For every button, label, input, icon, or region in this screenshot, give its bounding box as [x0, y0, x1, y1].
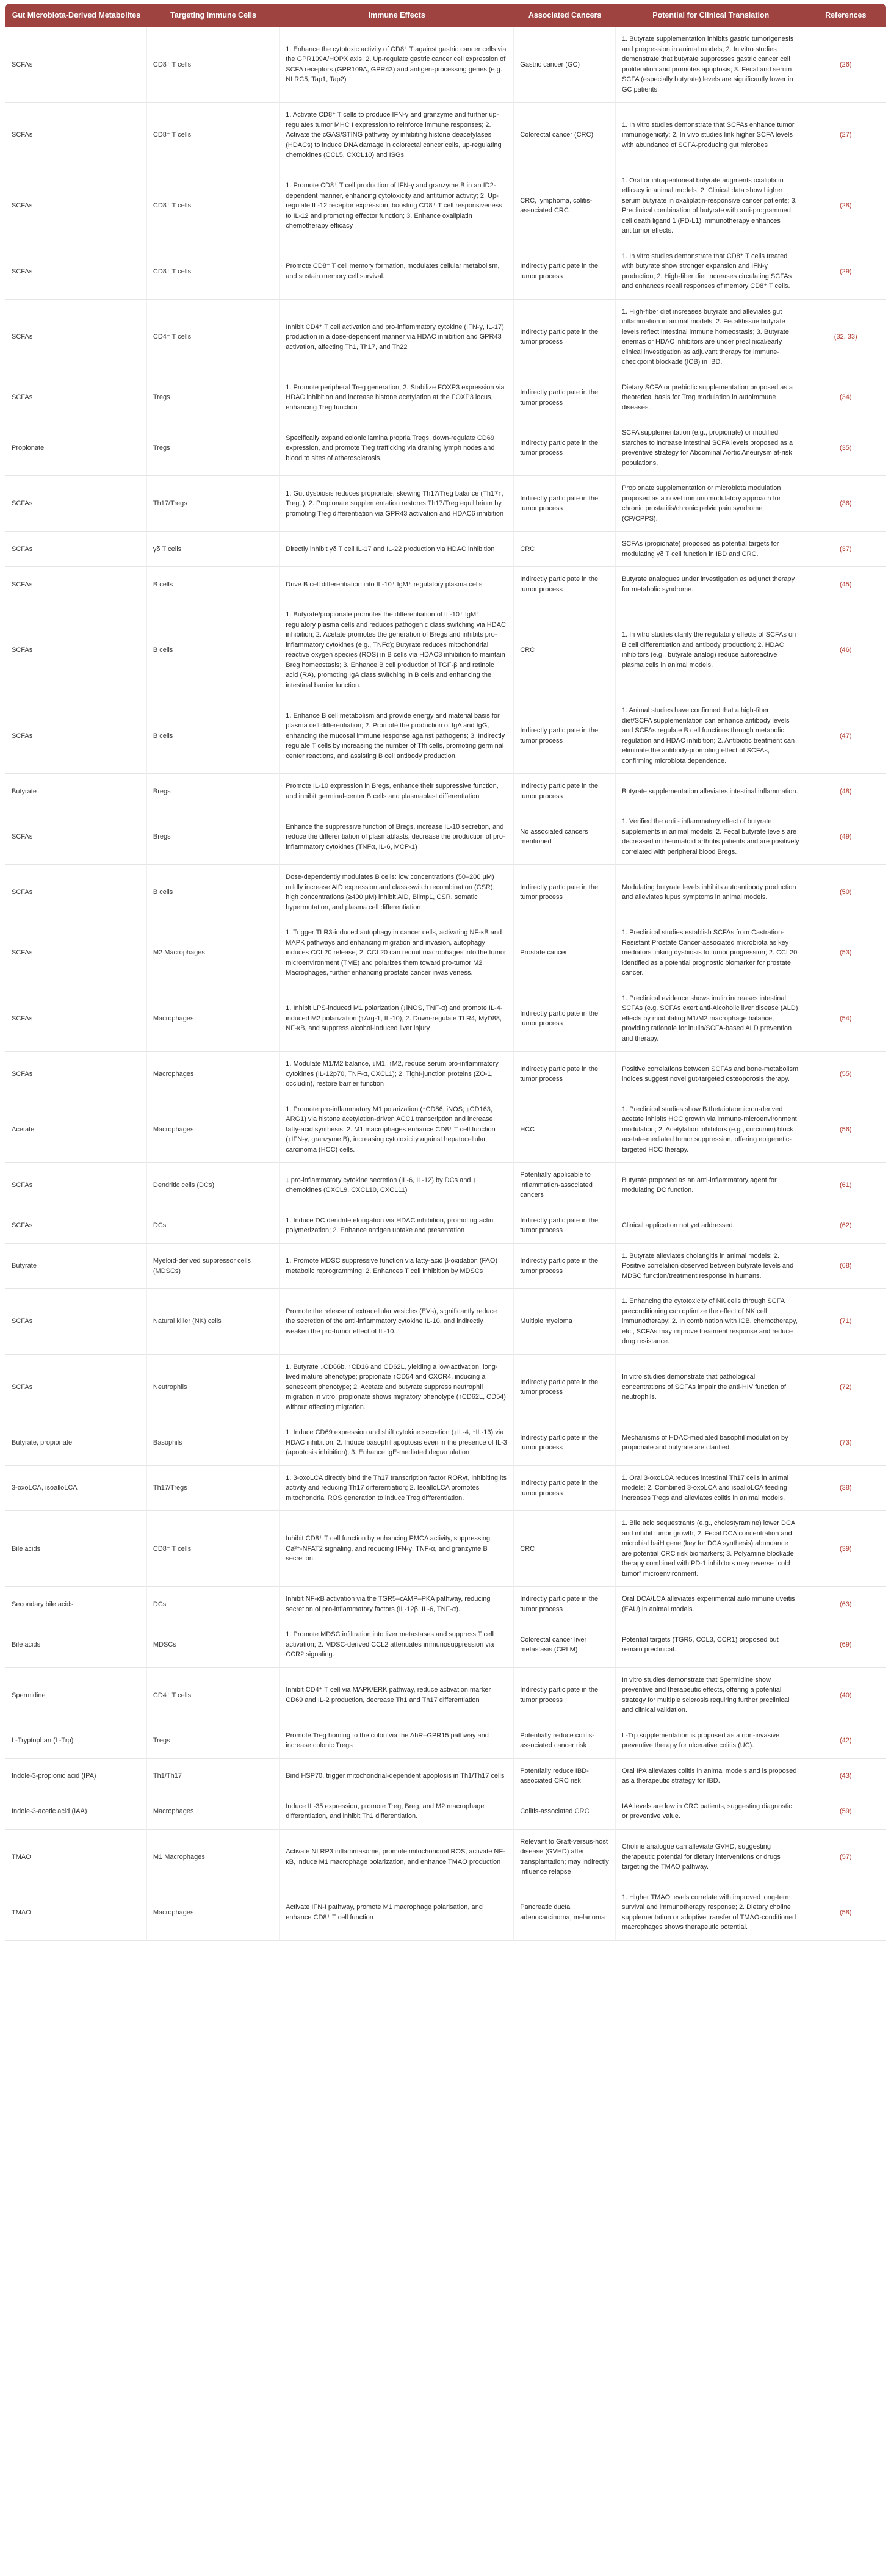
cell-effects: 1. Induce CD69 expression and shift cytokine secretion (↓IL-4, ↑IL-13) via HDAC inhibition; 2. Induce basophil apoptosis even in the presence of IL-3 (apoptosis inhibition); 3. Enhance IgE-mediated degranulation: [280, 1420, 514, 1466]
column-header-cells: Targeting Immune Cells: [147, 4, 280, 27]
cell-potential: 1. Oral or intraperitoneal butyrate augments oxaliplatin efficacy in animal models; 2. Clinical data show higher serum butyrate in oxaliplatin-responsive cancer patients; 3. Preclinical combination of butyrate with anti-programmed cell death ligand 1 (PD-L1) immunotherapy enhances antitumor effects.: [616, 168, 806, 244]
table-row: [5, 602, 886, 698]
cell-potential: Oral DCA/LCA alleviates experimental autoimmune uveitis (EAU) in animal models.: [616, 1587, 806, 1622]
cell-cancers: Indirectly participate in the tumor process: [514, 375, 616, 421]
cell-metabolite: Secondary bile acids: [5, 1587, 147, 1622]
cell-cancers: Indirectly participate in the tumor process: [514, 1355, 616, 1421]
cell-cells: Myeloid-derived suppressor cells (MDSCs): [147, 1244, 280, 1290]
reference-link[interactable]: (56): [839, 1125, 852, 1133]
cell-cancers: Indirectly participate in the tumor process: [514, 1208, 616, 1244]
cell-cancers: Indirectly participate in the tumor process: [514, 986, 616, 1052]
cell-ref: [806, 1511, 886, 1587]
cell-metabolite: SCFAs: [5, 1163, 147, 1208]
cell-potential: Positive correlations between SCFAs and bone-metabolism indices suggest novel gut-targeted osteoporosis therapy.: [616, 1052, 806, 1097]
table-row: [5, 1355, 886, 1421]
reference-link[interactable]: (49): [839, 833, 852, 840]
cell-effects: 1. Induce DC dendrite elongation via HDAC inhibition, promoting actin polymerization; 2. Enhance antigen uptake and presentation: [280, 1208, 514, 1244]
cell-cells: CD8⁺ T cells: [147, 1511, 280, 1587]
table-row: [5, 476, 886, 532]
cell-cancers: Indirectly participate in the tumor process: [514, 1466, 616, 1512]
cell-cells: B cells: [147, 567, 280, 602]
cell-effects: Promote the release of extracellular vesicles (EVs), significantly reduce the secretion of the anti-inflammatory cytokine IL-10, and indirectly weaken the pro-tumor effect of IL-10.: [280, 1289, 514, 1355]
cell-effects: Promote CD8⁺ T cell memory formation, modulates cellular metabolism, and sustain memory cell survival.: [280, 244, 514, 300]
cell-effects: Inhibit CD4⁺ T cell activation and pro-inflammatory cytokine (IFN-γ, IL-17) production in a dose-dependent manner via HDAC inhibition and GPR43 activation, affecting Th1, Th17, and Th22: [280, 300, 514, 375]
cell-metabolite: SCFAs: [5, 698, 147, 774]
cell-cells: Macrophages: [147, 1794, 280, 1830]
cell-cells: Neutrophils: [147, 1355, 280, 1421]
reference-link[interactable]: (39): [839, 1545, 852, 1553]
cell-effects: Enhance the suppressive function of Bregs, increase IL-10 secretion, and reduce the differentiation of plasmablasts, decrease the production of pro-inflammatory cytokines (TNFα, IL-6, MCP-1): [280, 809, 514, 865]
cell-cells: Bregs: [147, 809, 280, 865]
cell-effects: 1. Enhance B cell metabolism and provide energy and material basis for plasma cell differentiation; 2. Promote the production of IgA and IgG, enhancing the mucosal immune response against pathogens; 3. Indirectly regulate T cells by increasing the number of Tfh cells, promoting germinal center reactions, and assisting B cell antibody production.: [280, 698, 514, 774]
cell-metabolite: Butyrate: [5, 774, 147, 809]
cell-potential: Choline analogue can alleviate GVHD, suggesting therapeutic potential for dietary interventions or drugs targeting the TMAO pathway.: [616, 1830, 806, 1885]
cell-ref: [806, 774, 886, 809]
cell-cancers: Indirectly participate in the tumor process: [514, 774, 616, 809]
reference-link[interactable]: (55): [839, 1070, 852, 1078]
cell-potential: 1. In vitro studies clarify the regulatory effects of SCFAs on B cell differentiation and antibody production; 2. HDAC inhibitors (e.g., butyrate analog) reduce autoreactive plasma cells in animal models.: [616, 602, 806, 698]
cell-cells: Th1/Th17: [147, 1759, 280, 1794]
table-row: [5, 986, 886, 1052]
table-row: [5, 1163, 886, 1208]
reference-link[interactable]: (63): [839, 1600, 852, 1608]
cell-cells: Macrophages: [147, 1052, 280, 1097]
reference-link[interactable]: (47): [839, 732, 852, 740]
reference-link[interactable]: (43): [839, 1772, 852, 1780]
reference-link[interactable]: (40): [839, 1691, 852, 1699]
cell-cancers: Potentially applicable to inflammation-associated cancers: [514, 1163, 616, 1208]
cell-cells: Tregs: [147, 1723, 280, 1759]
cell-effects: 1. Inhibit LPS-induced M1 polarization (↓iNOS, TNF-α) and promote IL-4-induced M2 polarization (↑Arg-1, IL-10); 2. Down-regulate TLR4, MyD88, NF-κB, and suppress alcohol-induced liver injury: [280, 986, 514, 1052]
cell-potential: 1. Enhancing the cytotoxicity of NK cells through SCFA preconditioning can optimize the effect of NK cell immunotherapy; 2. In combination with ICB, chemotherapy, etc., SCFAs may improve treatment response and reduce drug resistance.: [616, 1289, 806, 1355]
cell-potential: Clinical application not yet addressed.: [616, 1208, 806, 1244]
cell-effects: Dose-dependently modulates B cells: low concentrations (50–200 μM) mildly increase AID expression and class-switch recombination (CSR); high concentrations (≥400 μM) inhibit AID, Blimp1, CSR, somatic hypermutation, and plasma cell differentiation: [280, 865, 514, 920]
cell-cancers: Potentially reduce IBD-associated CRC risk: [514, 1759, 616, 1794]
reference-link[interactable]: (28): [839, 202, 852, 209]
reference-link[interactable]: (46): [839, 646, 852, 654]
table-row: [5, 1885, 886, 1941]
cell-potential: Butyrate supplementation alleviates intestinal inflammation.: [616, 774, 806, 809]
table-row: [5, 375, 886, 421]
cell-potential: IAA levels are low in CRC patients, suggesting diagnostic or preventive value.: [616, 1794, 806, 1830]
reference-link[interactable]: (58): [839, 1908, 852, 1916]
cell-ref: [806, 1668, 886, 1723]
cell-ref: [806, 1622, 886, 1668]
cell-cancers: Indirectly participate in the tumor process: [514, 300, 616, 375]
column-header-ref: References: [806, 4, 886, 27]
cell-metabolite: Indole-3-propionic acid (IPA): [5, 1759, 147, 1794]
cell-effects: Promote IL-10 expression in Bregs, enhance their suppressive function, and inhibit germinal-center B cells and plasmablast differentiation: [280, 774, 514, 809]
reference-link[interactable]: (48): [839, 787, 852, 795]
cell-ref: [806, 168, 886, 244]
table-row: [5, 698, 886, 774]
reference-link[interactable]: (68): [839, 1262, 852, 1270]
cell-potential: Butyrate proposed as an anti-inflammatory agent for modulating DC function.: [616, 1163, 806, 1208]
cell-ref: [806, 1587, 886, 1622]
table-row: [5, 1511, 886, 1587]
table-row: [5, 1208, 886, 1244]
cell-effects: 1. Trigger TLR3-induced autophagy in cancer cells, activating NF-κB and MAPK pathways and enhancing migration and invasion, autophagy induces CCL20 release; 2. CCL20 can recruit macrophages into the tumor microenvironment (TME) and polarizes them toward pro-tumor M2 Macrophages, further enhancing prostate cancer invasiveness.: [280, 920, 514, 986]
cell-potential: 1. In vitro studies demonstrate that SCFAs enhance tumor immunogenicity; 2. In vivo studies link higher SCFA levels with abundance of SCFA-producing gut microbes: [616, 103, 806, 168]
cell-potential: 1. Verified the anti - inflammatory effect of butyrate supplements in animal models; 2. Fecal butyrate levels are decreased in rheumatoid arthritis patients and are positively correlated with peripheral blood Bregs.: [616, 809, 806, 865]
cell-cancers: CRC, lymphoma, colitis-associated CRC: [514, 168, 616, 244]
cell-ref: [806, 1052, 886, 1097]
cell-metabolite: SCFAs: [5, 300, 147, 375]
table-row: [5, 532, 886, 567]
cell-metabolite: Butyrate: [5, 1244, 147, 1290]
cell-ref: [806, 1244, 886, 1290]
reference-link[interactable]: (29): [839, 267, 852, 275]
reference-link[interactable]: (61): [839, 1181, 852, 1189]
cell-metabolite: Bile acids: [5, 1622, 147, 1668]
table-row: [5, 300, 886, 375]
table-row: [5, 1622, 886, 1668]
reference-link[interactable]: (53): [839, 949, 852, 957]
cell-metabolite: SCFAs: [5, 602, 147, 698]
cell-cells: CD4⁺ T cells: [147, 300, 280, 375]
cell-ref: [806, 1289, 886, 1355]
cell-effects: 1. Promote pro-inflammatory M1 polarization (↑CD86, iNOS; ↓CD163, ARG1) via histone acetylation-driven ACC1 transcription and increase fatty-acid synthesis; 2. M1 macrophages enhance CD8⁺ T cell function (↑IFN-γ, granzyme B), increasing cytotoxicity against hepatocellular carcinoma (HCC) cells.: [280, 1097, 514, 1163]
cell-effects: Activate IFN-I pathway, promote M1 macrophage polarisation, and enhance CD8⁺ T cell function: [280, 1885, 514, 1941]
metabolites-table: [5, 4, 886, 1941]
column-header-cancers: Associated Cancers: [514, 4, 616, 27]
table-header-row: [5, 4, 886, 27]
column-header-metabolite: Gut Microbiota-Derived Metabolites: [5, 4, 147, 27]
cell-cells: Macrophages: [147, 986, 280, 1052]
cell-cancers: Colitis-associated CRC: [514, 1794, 616, 1830]
cell-cancers: Multiple myeloma: [514, 1289, 616, 1355]
reference-link[interactable]: (37): [839, 545, 852, 553]
cell-cancers: HCC: [514, 1097, 616, 1163]
table-row: [5, 809, 886, 865]
reference-link[interactable]: (72): [839, 1383, 852, 1391]
cell-cells: M2 Macrophages: [147, 920, 280, 986]
cell-cancers: Indirectly participate in the tumor process: [514, 1420, 616, 1466]
table-row: [5, 1668, 886, 1723]
cell-cancers: CRC: [514, 532, 616, 567]
cell-cancers: No associated cancers mentioned: [514, 809, 616, 865]
table-row: [5, 244, 886, 300]
cell-metabolite: Butyrate, propionate: [5, 1420, 147, 1466]
reference-link[interactable]: (62): [839, 1222, 852, 1229]
cell-cells: MDSCs: [147, 1622, 280, 1668]
cell-cancers: Indirectly participate in the tumor process: [514, 1587, 616, 1622]
table-row: [5, 1759, 886, 1794]
cell-effects: Promote Treg homing to the colon via the AhR–GPR15 pathway and increase colonic Tregs: [280, 1723, 514, 1759]
cell-cancers: Indirectly participate in the tumor process: [514, 698, 616, 774]
cell-ref: [806, 375, 886, 421]
cell-potential: L-Trp supplementation is proposed as a non-invasive preventive therapy for ulcerative colitis (UC).: [616, 1723, 806, 1759]
cell-effects: 1. Butyrate/propionate promotes the differentiation of IL-10⁺ IgM⁺ regulatory plasma cells and reduces pathogenic class switching via HDAC inhibition; 2. Acetate promotes the generation of Bregs and inhibits pro-inflammatory cytokines (e.g., TNFα); Butyrate reduces mitochondrial reactive oxygen species (ROS) in B cells via HDAC3 inhibition to maintain Breg homeostasis; 3. Enhance B cell production of TGF-β and retinoic acid (RA), promoting IgA class switching in B cells and enhancing the intestinal barrier function.: [280, 602, 514, 698]
cell-potential: 1. Higher TMAO levels correlate with improved long-term survival and immunotherapy response; 2. Dietary choline supplementation or adoptive transfer of TMAO-conditioned macrophages shows therapeutic potential.: [616, 1885, 806, 1941]
cell-metabolite: Bile acids: [5, 1511, 147, 1587]
table-row: [5, 567, 886, 602]
reference-link[interactable]: (50): [839, 889, 852, 896]
table-row: [5, 1097, 886, 1163]
table-row: [5, 865, 886, 920]
cell-ref: [806, 986, 886, 1052]
cell-ref: [806, 920, 886, 986]
cell-effects: Directly inhibit γδ T cell IL-17 and IL-22 production via HDAC inhibition: [280, 532, 514, 567]
cell-potential: 1. Preclinical studies show B.thetaiotaomicron-derived acetate inhibits HCC growth via immune-microenvironment modulation; 2. Acetylation inhibitors (e.g., curcumin) block acetate-mediated tumor suppression, offering epigenetic-targeted HCC therapy.: [616, 1097, 806, 1163]
cell-cancers: Indirectly participate in the tumor process: [514, 567, 616, 602]
cell-ref: [806, 1466, 886, 1512]
cell-metabolite: TMAO: [5, 1885, 147, 1941]
cell-ref: [806, 1885, 886, 1941]
reference-link[interactable]: (26): [839, 60, 852, 68]
cell-cells: Dendritic cells (DCs): [147, 1163, 280, 1208]
reference-link[interactable]: (45): [839, 580, 852, 588]
cell-potential: In vitro studies demonstrate that Spermidine show preventive and therapeutic effects, offering a potential strategy for multiple sclerosis requiring further preclinical and clinical validation.: [616, 1668, 806, 1723]
cell-cells: Natural killer (NK) cells: [147, 1289, 280, 1355]
cell-metabolite: SCFAs: [5, 27, 147, 103]
cell-cells: Th17/Tregs: [147, 1466, 280, 1512]
cell-ref: [806, 865, 886, 920]
cell-effects: 1. 3-oxoLCA directly bind the Th17 transcription factor RORγt, inhibiting its activity and reducing Th17 differentiation; 2. IsoalloLCA promotes mitochondrial ROS generation to induce Treg differentiation.: [280, 1466, 514, 1512]
table-head: [5, 4, 886, 27]
table-row: [5, 1830, 886, 1885]
cell-ref: [806, 567, 886, 602]
cell-cancers: Gastric cancer (GC): [514, 27, 616, 103]
cell-cells: CD8⁺ T cells: [147, 168, 280, 244]
cell-effects: 1. Gut dysbiosis reduces propionate, skewing Th17/Treg balance (Th17↑, Treg↓); 2. Propionate supplementation restores Th17/Treg equilibrium by promoting Treg differentiation via GPR43 activation and HDAC6 inhibition: [280, 476, 514, 532]
cell-cells: Macrophages: [147, 1885, 280, 1941]
cell-metabolite: SCFAs: [5, 1355, 147, 1421]
table-row: [5, 1794, 886, 1830]
table-row: [5, 420, 886, 476]
cell-potential: Mechanisms of HDAC-mediated basophil modulation by propionate and butyrate are clarified.: [616, 1420, 806, 1466]
cell-potential: In vitro studies demonstrate that pathological concentrations of SCFAs impair the anti-HIV function of neutrophils.: [616, 1355, 806, 1421]
cell-effects: 1. Promote peripheral Treg generation; 2. Stabilize FOXP3 expression via HDAC inhibition and increase histone acetylation at the FOXP3 locus, enhancing Treg function: [280, 375, 514, 421]
cell-ref: [806, 1355, 886, 1421]
cell-potential: Modulating butyrate levels inhibits autoantibody production and alleviates lupus symptoms in animal models.: [616, 865, 806, 920]
cell-cancers: Indirectly participate in the tumor process: [514, 1668, 616, 1723]
table-row: [5, 1289, 886, 1355]
cell-effects: 1. Activate CD8⁺ T cells to produce IFN-γ and granzyme and further up-regulates tumor MHC I expression to reinforce immune responses; 2. Activate the cGAS/STING pathway by inhibiting histone deacetylases (HDACs) to induce DNA damage in colorectal cancer cells, up-regulating chemokines (CCL5, CXCL10) and ISGs: [280, 103, 514, 168]
cell-potential: Dietary SCFA or prebiotic supplementation proposed as a theoretical basis for Treg modulation in autoimmune diseases.: [616, 375, 806, 421]
cell-cells: Tregs: [147, 375, 280, 421]
cell-ref: [806, 420, 886, 476]
cell-ref: [806, 1097, 886, 1163]
cell-ref: [806, 532, 886, 567]
cell-metabolite: SCFAs: [5, 920, 147, 986]
cell-metabolite: TMAO: [5, 1830, 147, 1885]
cell-effects: Induce IL-35 expression, promote Treg, Breg, and M2 macrophage differentiation, and inhibit Th1 differentiation.: [280, 1794, 514, 1830]
reference-link[interactable]: (59): [839, 1808, 852, 1815]
cell-cells: Bregs: [147, 774, 280, 809]
cell-ref: [806, 300, 886, 375]
reference-link[interactable]: (36): [839, 500, 852, 507]
reference-link[interactable]: (34): [839, 394, 852, 402]
cell-effects: ↓ pro-inflammatory cytokine secretion (IL-6, IL-12) by DCs and ↓ chemokines (CXCL9, CXCL10, CXCL11): [280, 1163, 514, 1208]
cell-ref: [806, 698, 886, 774]
cell-cancers: Indirectly participate in the tumor process: [514, 1052, 616, 1097]
column-header-effects: Immune Effects: [280, 4, 514, 27]
table-row: [5, 1466, 886, 1512]
table-row: [5, 774, 886, 809]
cell-cancers: Indirectly participate in the tumor process: [514, 420, 616, 476]
reference-link[interactable]: (57): [839, 1853, 852, 1861]
cell-effects: 1. Butyrate ↓CD66b, ↑CD16 and CD62L, yielding a low-activation, long-lived mature phenotype; propionate ↑CD54 and CXCR4, inducing a senescent phenotype; 2. Acetate and butyrate suppress neutrophil migration in vitro; propionate shows migratory phenotype (↑CD62L, CD54) without affecting migration.: [280, 1355, 514, 1421]
cell-cells: B cells: [147, 865, 280, 920]
cell-potential: SCFA supplementation (e.g., propionate) or modified starches to increase intestinal SCFA levels proposed as a preventive strategy for Abdominal Aortic Aneurysm at-risk populations.: [616, 420, 806, 476]
cell-cells: CD4⁺ T cells: [147, 1668, 280, 1723]
cell-cells: CD8⁺ T cells: [147, 27, 280, 103]
cell-potential: 1. Butyrate alleviates cholangitis in animal models; 2. Positive correlation observed between butyrate levels and MDSC function/treatment response in humans.: [616, 1244, 806, 1290]
cell-metabolite: SCFAs: [5, 986, 147, 1052]
reference-link[interactable]: (27): [839, 131, 852, 139]
table-row: [5, 103, 886, 168]
cell-ref: [806, 1420, 886, 1466]
cell-metabolite: SCFAs: [5, 375, 147, 421]
cell-potential: 1. High-fiber diet increases butyrate and alleviates gut inflammation in animal models; 2. Fecal/tissue butyrate levels reflect intestinal immune homeostasis; 3. Butyrate enemas or HDAC inhibitors are under preclinical/early clinical investigation as adjuvant therapy for immune-checkpoint blockade (ICB) in IBD.: [616, 300, 806, 375]
table-row: [5, 1723, 886, 1759]
reference-link[interactable]: (54): [839, 1014, 852, 1022]
cell-effects: Activate NLRP3 inflammasome, promote mitochondrial ROS, activate NF-κB, induce M1 macrophage polarization, and enhance TMAO production: [280, 1830, 514, 1885]
column-header-potential: Potential for Clinical Translation: [616, 4, 806, 27]
cell-ref: [806, 27, 886, 103]
reference-link[interactable]: (38): [839, 1484, 852, 1492]
cell-effects: 1. Enhance the cytotoxic activity of CD8⁺ T against gastric cancer cells via the GPR109A/HOPX axis; 2. Up-regulate gastric cancer cell expression of SCFA receptors (GPR109A, GPR43) and antigen-processing genes (e.g. NLRC5, Tap1, Tap2): [280, 27, 514, 103]
cell-potential: 1. Oral 3-oxoLCA reduces intestinal Th17 cells in animal models; 2. Combined 3-oxoLCA and isoalloLCA feeding increases Tregs and alleviates colitis in animal models.: [616, 1466, 806, 1512]
cell-potential: 1. In vitro studies demonstrate that CD8⁺ T cells treated with butyrate show stronger expansion and IFN-γ production; 2. High-fiber diet increases circulating SCFAs and enhances recall responses of memory CD8⁺ T cells.: [616, 244, 806, 300]
cell-cancers: CRC: [514, 1511, 616, 1587]
cell-cancers: Indirectly participate in the tumor process: [514, 476, 616, 532]
cell-cells: B cells: [147, 698, 280, 774]
cell-cancers: Potentially reduce colitis-associated cancer risk: [514, 1723, 616, 1759]
cell-metabolite: SCFAs: [5, 103, 147, 168]
cell-effects: Bind HSP70, trigger mitochondrial-dependent apoptosis in Th1/Th17 cells: [280, 1759, 514, 1794]
cell-cells: γδ T cells: [147, 532, 280, 567]
table-row: [5, 1052, 886, 1097]
table-row: [5, 1420, 886, 1466]
cell-effects: 1. Promote MDSC infiltration into liver metastases and suppress T cell activation; 2. MDSC-derived CCL2 attenuates immunosuppression via CCR2 signaling.: [280, 1622, 514, 1668]
cell-metabolite: 3-oxoLCA, isoalloLCA: [5, 1466, 147, 1512]
cell-metabolite: SCFAs: [5, 476, 147, 532]
cell-effects: 1. Promote CD8⁺ T cell production of IFN-γ and granzyme B in an ID2-dependent manner, enhancing cytotoxicity and antitumor activity; 2. Up-regulate IL-12 receptor expression, boosting CD8⁺ T cell responsiveness to IL-12 and promoting effector function; 3. Enhance oxaliplatin chemotherapy efficacy: [280, 168, 514, 244]
reference-link[interactable]: (32, 33): [834, 333, 857, 341]
cell-ref: [806, 1208, 886, 1244]
cell-potential: Potential targets (TGR5, CCL3, CCR1) proposed but remain preclinical.: [616, 1622, 806, 1668]
table-row: [5, 1244, 886, 1290]
cell-ref: [806, 1794, 886, 1830]
reference-link[interactable]: (35): [839, 444, 852, 452]
cell-cells: Tregs: [147, 420, 280, 476]
cell-effects: 1. Modulate M1/M2 balance, ↓M1, ↑M2, reduce serum pro-inflammatory cytokines (IL-12p70, TNF-α, CXCL1); 2. Tight-junction proteins (ZO-1, occludin), restore barrier function: [280, 1052, 514, 1097]
cell-ref: [806, 1163, 886, 1208]
cell-potential: Butyrate analogues under investigation as adjunct therapy for metabolic syndrome.: [616, 567, 806, 602]
cell-cancers: Colorectal cancer liver metastasis (CRLM): [514, 1622, 616, 1668]
cell-effects: Inhibit CD4⁺ T cell via MAPK/ERK pathway, reduce activation marker CD69 and IL-2 production, decrease Th1 and Th17 differentiation: [280, 1668, 514, 1723]
table-row: [5, 920, 886, 986]
reference-link[interactable]: (42): [839, 1737, 852, 1744]
cell-ref: [806, 476, 886, 532]
cell-potential: 1. Bile acid sequestrants (e.g., cholestyramine) lower DCA and inhibit tumor growth; 2. Fecal DCA concentration and microbial baiH gene (key for DCA synthesis) abundance are potential CRC risk biomarkers; 3. Polyamine blockade therapy combined with PD-1 inhibitors may reverse “cold tumor” microenvironment.: [616, 1511, 806, 1587]
cell-potential: Oral IPA alleviates colitis in animal models and is proposed as a therapeutic strategy for IBD.: [616, 1759, 806, 1794]
cell-cells: M1 Macrophages: [147, 1830, 280, 1885]
cell-potential: 1. Animal studies have confirmed that a high-fiber diet/SCFA supplementation can enhance antibody levels and SCFAs regulate B cell functions through metabolic regulation and HDAC inhibition; 2. Antibiotic treatment can eliminate the antibody-promoting effect of SCFAs, confirming microbiota dependence.: [616, 698, 806, 774]
cell-cancers: Indirectly participate in the tumor process: [514, 1244, 616, 1290]
cell-cancers: Pancreatic ductal adenocarcinoma, melanoma: [514, 1885, 616, 1941]
cell-metabolite: SCFAs: [5, 809, 147, 865]
cell-metabolite: SCFAs: [5, 532, 147, 567]
cell-cells: B cells: [147, 602, 280, 698]
cell-cells: DCs: [147, 1208, 280, 1244]
cell-ref: [806, 1759, 886, 1794]
cell-cancers: Indirectly participate in the tumor process: [514, 244, 616, 300]
cell-ref: [806, 244, 886, 300]
cell-potential: 1. Preclinical studies establish SCFAs from Castration-Resistant Prostate Cancer-associated microbiota as key mediators linking dysbiosis to tumor progression; 2. CCL20 identified as a potential prognostic biomarker for prostate cancer.: [616, 920, 806, 986]
cell-effects: Specifically expand colonic lamina propria Tregs, down-regulate CD69 expression, and promote Treg trafficking via draining lymph nodes and blood to sites of atherosclerosis.: [280, 420, 514, 476]
cell-metabolite: SCFAs: [5, 567, 147, 602]
cell-potential: SCFAs (propionate) proposed as potential targets for modulating γδ T cell function in IBD and CRC.: [616, 532, 806, 567]
cell-cancers: CRC: [514, 602, 616, 698]
cell-metabolite: Spermidine: [5, 1668, 147, 1723]
cell-effects: Inhibit CD8⁺ T cell function by enhancing PMCA activity, suppressing Ca²⁺-NFAT2 signaling, and reducing IFN-γ, TNF-α, and granzyme B secretion.: [280, 1511, 514, 1587]
cell-cells: Macrophages: [147, 1097, 280, 1163]
cell-metabolite: SCFAs: [5, 1052, 147, 1097]
cell-metabolite: Propionate: [5, 420, 147, 476]
cell-cancers: Relevant to Graft-versus-host disease (GVHD) after transplantation; may indirectly influence relapse: [514, 1830, 616, 1885]
cell-ref: [806, 103, 886, 168]
cell-metabolite: SCFAs: [5, 168, 147, 244]
table-body: [5, 27, 886, 1941]
reference-link[interactable]: (73): [839, 1438, 852, 1446]
reference-link[interactable]: (71): [839, 1318, 852, 1326]
cell-cells: Th17/Tregs: [147, 476, 280, 532]
cell-metabolite: Indole-3-acetic acid (IAA): [5, 1794, 147, 1830]
cell-effects: 1. Promote MDSC suppressive function via fatty-acid β-oxidation (FAO) metabolic reprogramming; 2. Enhances T cell inhibition by MDSCs: [280, 1244, 514, 1290]
cell-potential: Propionate supplementation or microbiota modulation proposed as a novel immunomodulatory approach for chronic prostatitis/chronic pelvic pain syndrome (CP/CPPS).: [616, 476, 806, 532]
cell-cancers: Prostate cancer: [514, 920, 616, 986]
cell-ref: [806, 1723, 886, 1759]
cell-cancers: Colorectal cancer (CRC): [514, 103, 616, 168]
cell-ref: [806, 1830, 886, 1885]
table-row: [5, 27, 886, 103]
cell-metabolite: L-Tryptophan (L-Trp): [5, 1723, 147, 1759]
cell-metabolite: SCFAs: [5, 244, 147, 300]
cell-cells: CD8⁺ T cells: [147, 103, 280, 168]
table-row: [5, 1587, 886, 1622]
cell-cells: CD8⁺ T cells: [147, 244, 280, 300]
cell-effects: Inhibit NF-κB activation via the TGR5–cAMP–PKA pathway, reducing secretion of pro-inflammatory factors (IL-12β, IL-6, TNF-α).: [280, 1587, 514, 1622]
cell-cells: DCs: [147, 1587, 280, 1622]
cell-potential: 1. Preclinical evidence shows inulin increases intestinal SCFAs (e.g. SCFAs exert anti-Alcoholic liver disease (ALD) effects by modulating M1/M2 macrophage balance, providing rationale for inulin/SCFA-based ALD prevention and therapy.: [616, 986, 806, 1052]
cell-effects: Drive B cell differentiation into IL-10⁺ IgM⁺ regulatory plasma cells: [280, 567, 514, 602]
cell-cancers: Indirectly participate in the tumor process: [514, 865, 616, 920]
cell-metabolite: SCFAs: [5, 865, 147, 920]
cell-ref: [806, 602, 886, 698]
cell-cells: Basophils: [147, 1420, 280, 1466]
cell-potential: 1. Butyrate supplementation inhibits gastric tumorigenesis and progression in animal models; 2. In vitro studies demonstrate that butyrate suppresses gastric cancer cell proliferation and promotes apoptosis; 3. Fecal and serum SCFA (especially butyrate) levels are significantly lower in GC patients.: [616, 27, 806, 103]
cell-ref: [806, 809, 886, 865]
cell-metabolite: SCFAs: [5, 1289, 147, 1355]
table-row: [5, 168, 886, 244]
cell-metabolite: SCFAs: [5, 1208, 147, 1244]
reference-link[interactable]: (69): [839, 1640, 852, 1648]
cell-metabolite: Acetate: [5, 1097, 147, 1163]
